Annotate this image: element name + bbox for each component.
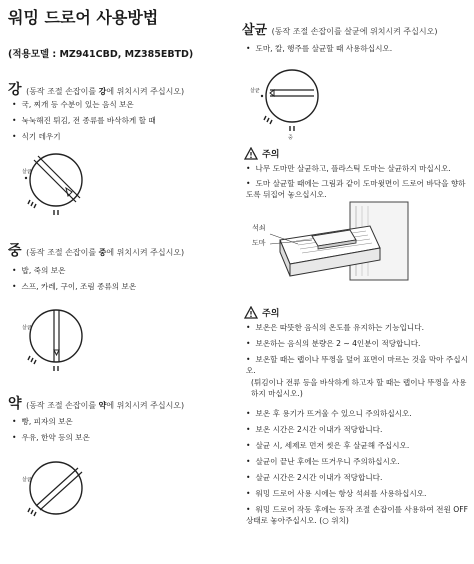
svg-text:살균: 살균 xyxy=(22,325,32,331)
svg-text:살균: 살균 xyxy=(22,477,32,483)
dial-sterilize-icon xyxy=(250,60,330,140)
strong-note-suffix: 에 위치시켜 주십시오) xyxy=(106,87,185,96)
dial-strong-icon xyxy=(16,148,96,218)
caution-2-item: • 워밍 드로어 사용 시에는 항상 석쇠를 사용하십시오. xyxy=(246,488,426,499)
medium-item: • 스프, 카레, 구이, 조림 종류의 보온 xyxy=(12,281,136,292)
dial-label-sterilize: 살균 xyxy=(250,88,260,94)
caution-2-item: • 살균 시간은 2시간 이내가 적당합니다. xyxy=(246,472,382,483)
caution-1-title: 주의 xyxy=(262,150,280,160)
drawer-label-rack: 석쇠 xyxy=(252,224,266,232)
weak-heading: 약 xyxy=(8,396,22,412)
medium-note-suffix: 에 위치시켜 주십시오) xyxy=(106,248,185,257)
warning-icon xyxy=(244,306,258,319)
caution-1-item: • 도마 살균할 때에는 그림과 같이 도마윗면이 드로어 바닥을 향하도록 뒤집어 놓으십시오. xyxy=(246,178,468,200)
caution-2-heading xyxy=(244,306,279,319)
section-medium-heading xyxy=(8,240,184,260)
weak-note-suffix: 에 위치시켜 주십시오) xyxy=(106,401,185,410)
caution-2-item: • 보온은 따뜻한 음식의 온도를 유지하는 기능입니다. xyxy=(246,322,424,333)
strong-item: • 국, 찌개 등 수분이 있는 음식 보온 xyxy=(12,99,134,110)
caution-2-item: • 살균 시, 세제로 먼저 씻은 후 살균해 주십시오. xyxy=(246,440,409,451)
caution-1-heading xyxy=(244,147,279,160)
strong-note-bold: 강 xyxy=(98,87,107,96)
weak-note-bold: 약 xyxy=(98,401,107,410)
caution-1-item: • 나무 도마만 살균하고, 플라스틱 도마는 살균하지 마십시오. xyxy=(246,163,451,174)
weak-item: • 빵, 피자의 보온 xyxy=(12,416,73,427)
drawer-illustration xyxy=(250,200,410,282)
drawer-label-board: 도마 xyxy=(252,239,266,247)
caution-2-item: • 살균이 끝난 후에는 뜨거우니 주의하십시오. xyxy=(246,456,400,467)
caution-2-title: 주의 xyxy=(262,309,280,319)
medium-note-prefix: (동작 조절 손잡이를 xyxy=(26,248,99,257)
caution-2-item: • 보온할 때는 랩이나 뚜껑을 덮어 표면이 마르는 것을 막아 주십시오. xyxy=(246,354,468,376)
caution-2-subnote: (튀김이나 전류 등을 바삭하게 하고자 할 때는 랩이나 뚜껑을 사용하지 마십시오.) xyxy=(251,378,467,398)
strong-item: • 눅눅해진 튀김, 전 종류를 바삭하게 할 때 xyxy=(12,115,156,126)
svg-text:살균: 살균 xyxy=(22,169,32,175)
caution-2-item: • 워밍 드로어 작동 후에는 동작 조절 손잡이를 사용하여 전원 OFF 상태로 놓아주십시오. (○ 위치) xyxy=(246,504,468,526)
caution-2-item: • 보온하는 음식의 분량은 2 ~ 4인분이 적당합니다. xyxy=(246,338,420,349)
caution-2-item: • 보온 후 용기가 뜨거울 수 있으니 주의하십시오. xyxy=(246,408,412,419)
page-title: 워밍 드로어 사용방법 xyxy=(8,8,159,27)
sterilize-note: (동작 조절 손잡이를 살균에 위치시켜 주십시오) xyxy=(271,27,438,36)
weak-item: • 우유, 한약 등의 보온 xyxy=(12,432,90,443)
section-strong-heading xyxy=(8,79,184,99)
model-note: (적용모델 : MZ941CBD, MZ385EBTD) xyxy=(8,49,194,60)
medium-item: • 밥, 죽의 보온 xyxy=(12,265,65,276)
sterilize-heading: 살균 xyxy=(242,23,268,38)
section-sterilize-heading xyxy=(242,19,437,38)
medium-note-bold: 중 xyxy=(98,248,107,257)
medium-heading: 중 xyxy=(8,243,22,259)
strong-heading: 강 xyxy=(8,82,22,98)
warning-icon xyxy=(244,147,258,160)
dial-medium-icon xyxy=(16,304,96,374)
section-weak-heading xyxy=(8,393,184,413)
dial-label-medium: 중 xyxy=(288,135,293,140)
strong-note-prefix: (동작 조절 손잡이를 xyxy=(26,87,99,96)
sterilize-item: • 도마, 칼, 행주를 살균할 때 사용하십시오. xyxy=(246,43,392,54)
caution-2-item: • 보온 시간은 2시간 이내가 적당합니다. xyxy=(246,424,382,435)
dial-weak-icon xyxy=(16,456,96,526)
strong-item: • 식기 데우기 xyxy=(12,131,61,142)
weak-note-prefix: (동작 조절 손잡이를 xyxy=(26,401,99,410)
